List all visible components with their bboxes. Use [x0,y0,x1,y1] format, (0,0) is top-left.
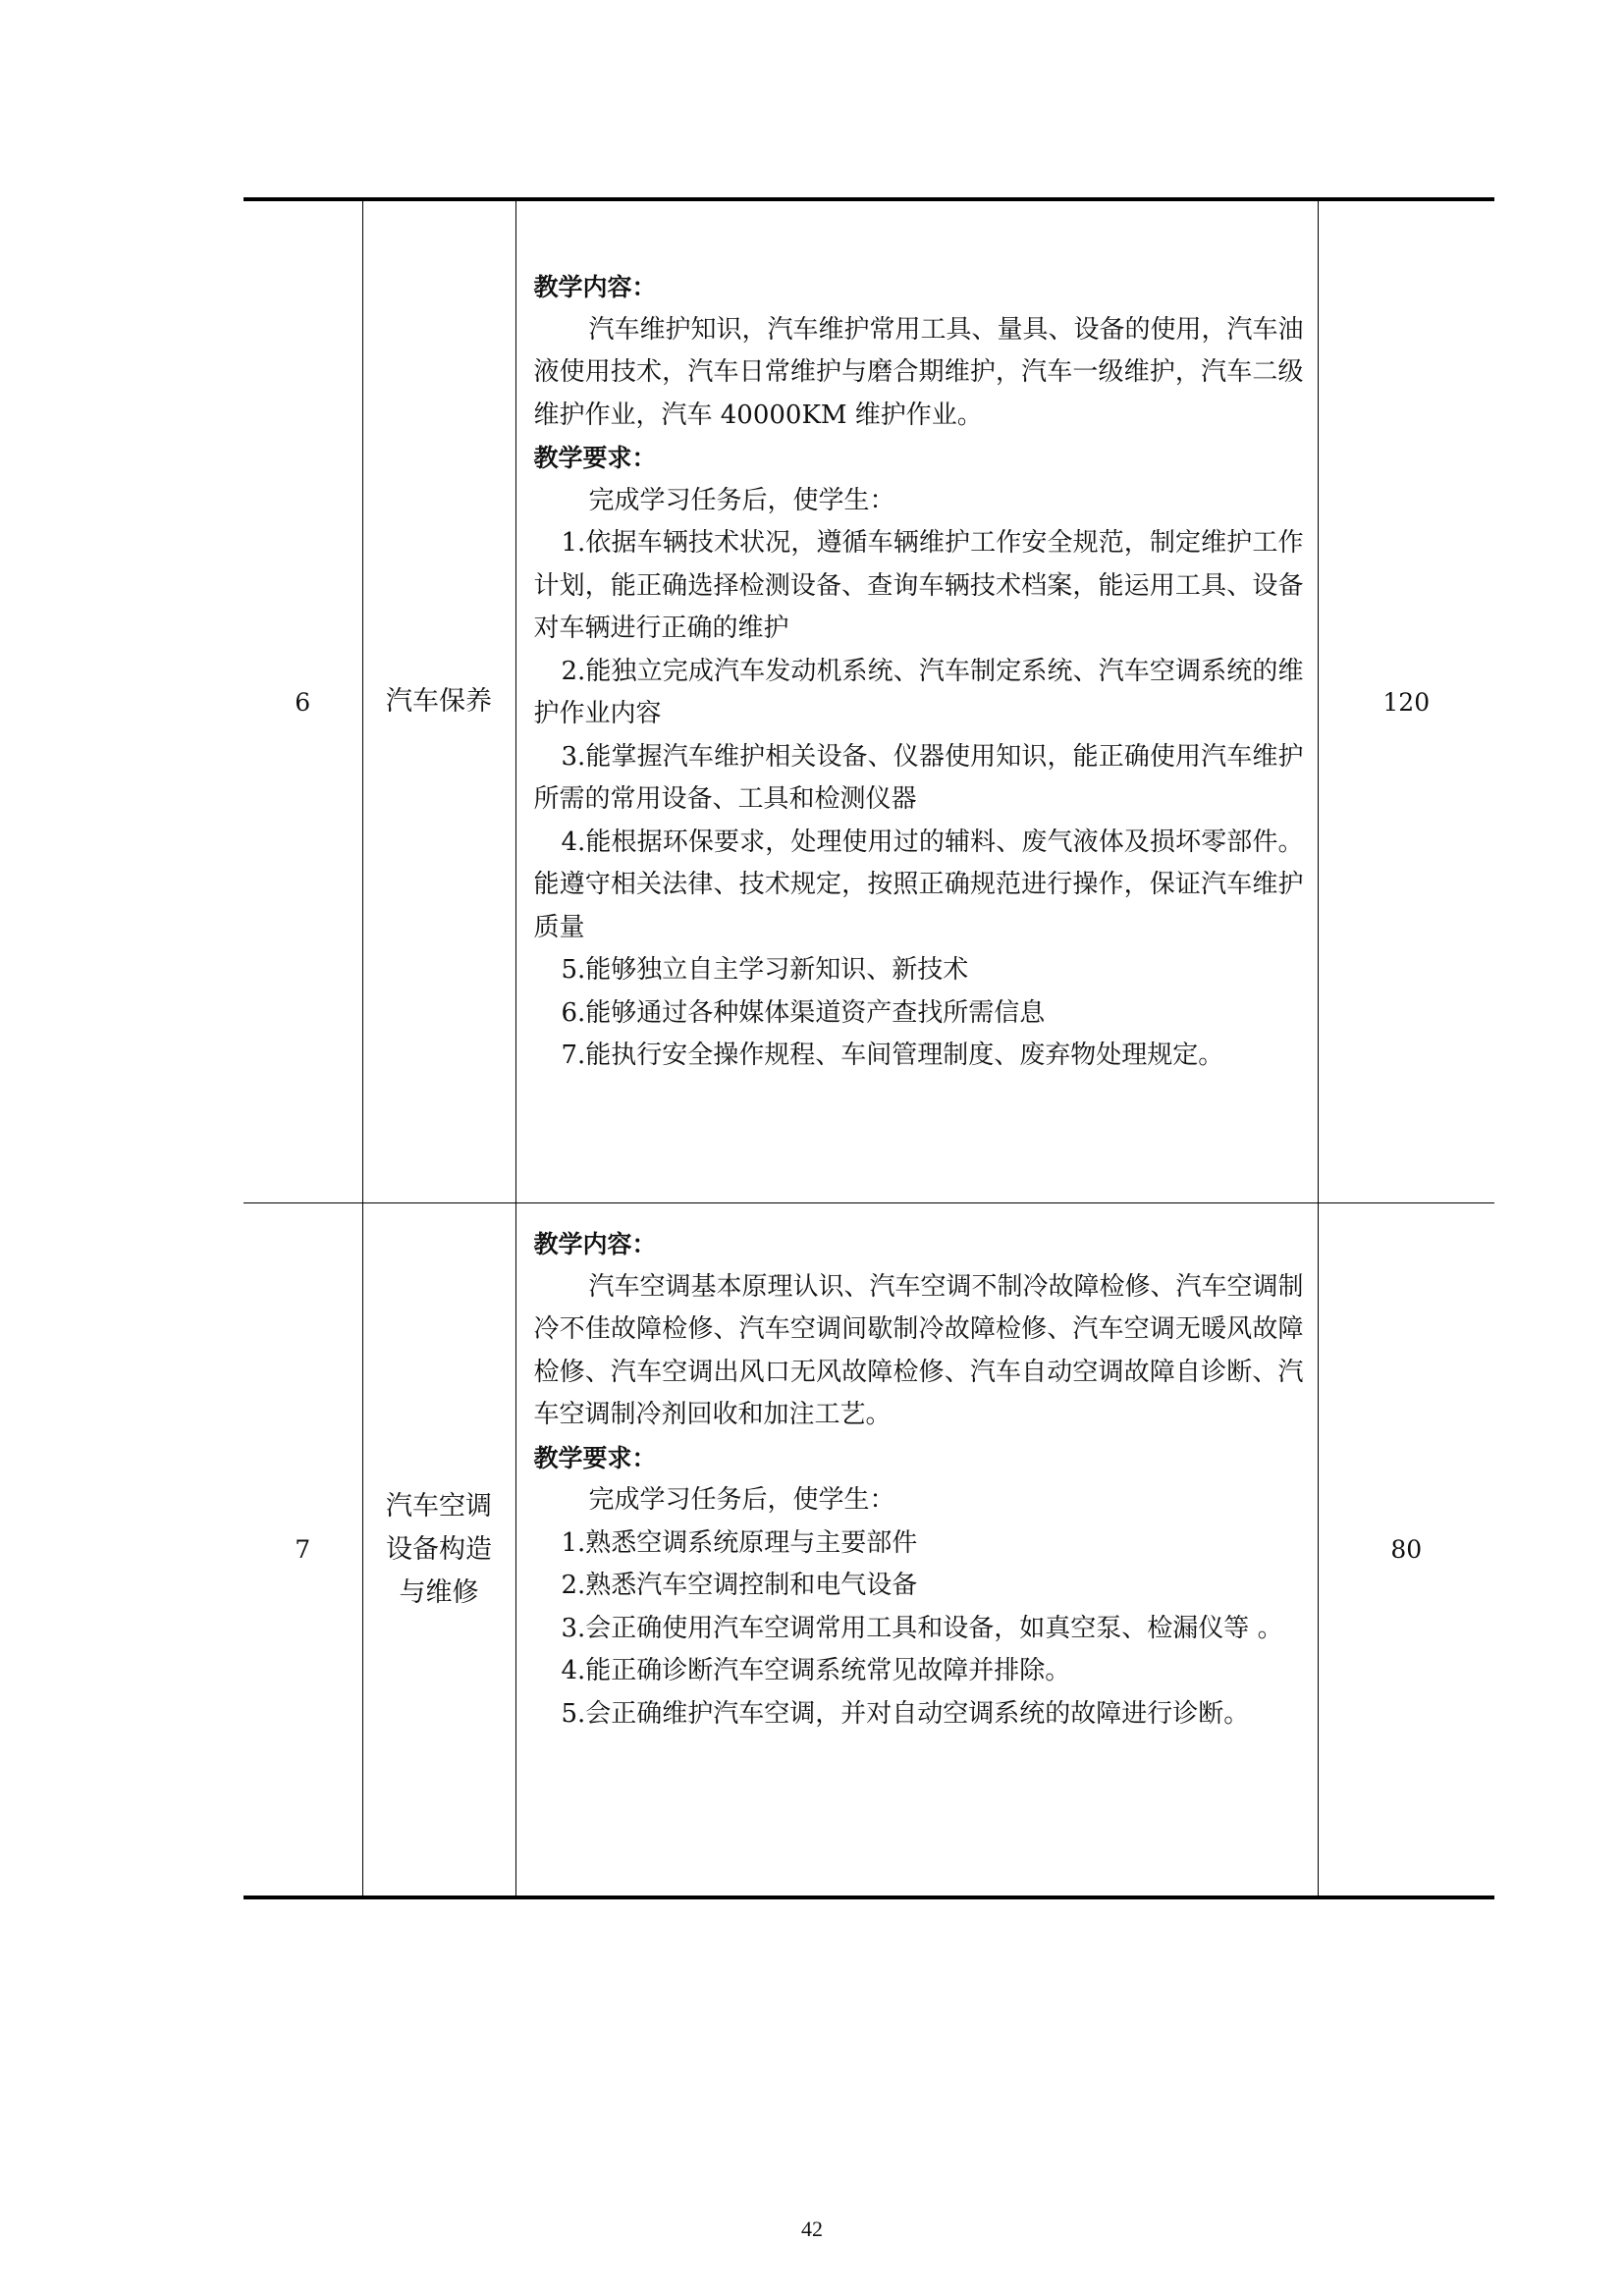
requirement-item: 3.能掌握汽车维护相关设备、仪器使用知识，能正确使用汽车维护所需的常用设备、工具和检测仪器 [533,741,1304,814]
requirement-item: 3.会正确使用汽车空调常用工具和设备，如真空泵、检漏仪等 。 [561,1613,1283,1643]
requirement-item: 7.能执行安全操作规程、车间管理制度、废弃物处理规定。 [561,1041,1224,1070]
requirements-heading: 教学要求： [533,1443,657,1472]
requirement-item: 2.熟悉汽车空调控制和电气设备 [561,1571,918,1600]
course-name-line: 汽车空调 [386,1490,492,1522]
table-row [244,1203,1494,1898]
requirement-item: 5.会正确维护汽车空调，并对自动空调系统的故障进行诊断。 [561,1698,1250,1729]
requirement-item: 1.熟悉空调系统原理与主要部件 [561,1527,918,1558]
course-content-cell [515,199,1318,1203]
course-name [362,1203,515,1898]
table-row [244,199,1494,1203]
course-name-line: 设备构造 [386,1533,492,1565]
requirement-item: 5.能够独立自主学习新知识、新技术 [561,955,969,985]
course-name-line: 与维修 [399,1576,479,1608]
row-seq: 6 [244,199,362,1203]
requirement-item: 4.能根据环保要求，处理使用过的辅料、废气液体及损坏零部件。能遵守相关法律、技术规定，按照正确规范进行操作，保证汽车维护质量 [533,827,1304,942]
row-seq: 7 [244,1203,362,1898]
requirements-intro: 完成学习任务后，使学生： [588,1485,895,1515]
course-table [244,197,1494,1899]
requirement-item: 6.能够通过各种媒体渠道资产查找所需信息 [561,997,1046,1028]
requirement-item: 1.依据车辆技术状况，遵循车辆维护工作安全规范，制定维护工作计划，能正确选择检测设备、查询车辆技术档案，能运用工具、设备对车辆进行正确的维护 [533,528,1304,643]
content-heading: 教学内容： [533,1230,657,1258]
course-name [362,199,515,1203]
course-hours: 120 [1318,199,1494,1203]
course-content-cell [515,1203,1318,1898]
requirements-intro: 完成学习任务后，使学生： [588,485,895,515]
content-text: 汽车维护知识，汽车维护常用工具、量具、设备的使用，汽车油液使用技术，汽车日常维护与磨合期维护，汽车一级维护，汽车二级维护作业，汽车 40000KM 维护作业。 [533,314,1304,430]
page-number: 42 [801,2216,823,2241]
requirement-item: 4.能正确诊断汽车空调系统常见故障并排除。 [561,1656,1071,1685]
course-name-line: 汽车保养 [386,686,492,717]
course-hours: 80 [1318,1203,1494,1898]
requirement-item: 2.能独立完成汽车发动机系统、汽车制定系统、汽车空调系统的维护作业内容 [533,656,1304,728]
content-text: 汽车空调基本原理认识、汽车空调不制冷故障检修、汽车空调制冷不佳故障检修、汽车空调间歇制冷故障检修、汽车空调无暖风故障检修、汽车空调出风口无风故障检修、汽车自动空调故障自诊断、汽车空调制冷剂回收和加注工艺。 [533,1271,1304,1429]
content-heading: 教学内容： [533,273,657,301]
requirements-heading: 教学要求： [533,444,657,472]
